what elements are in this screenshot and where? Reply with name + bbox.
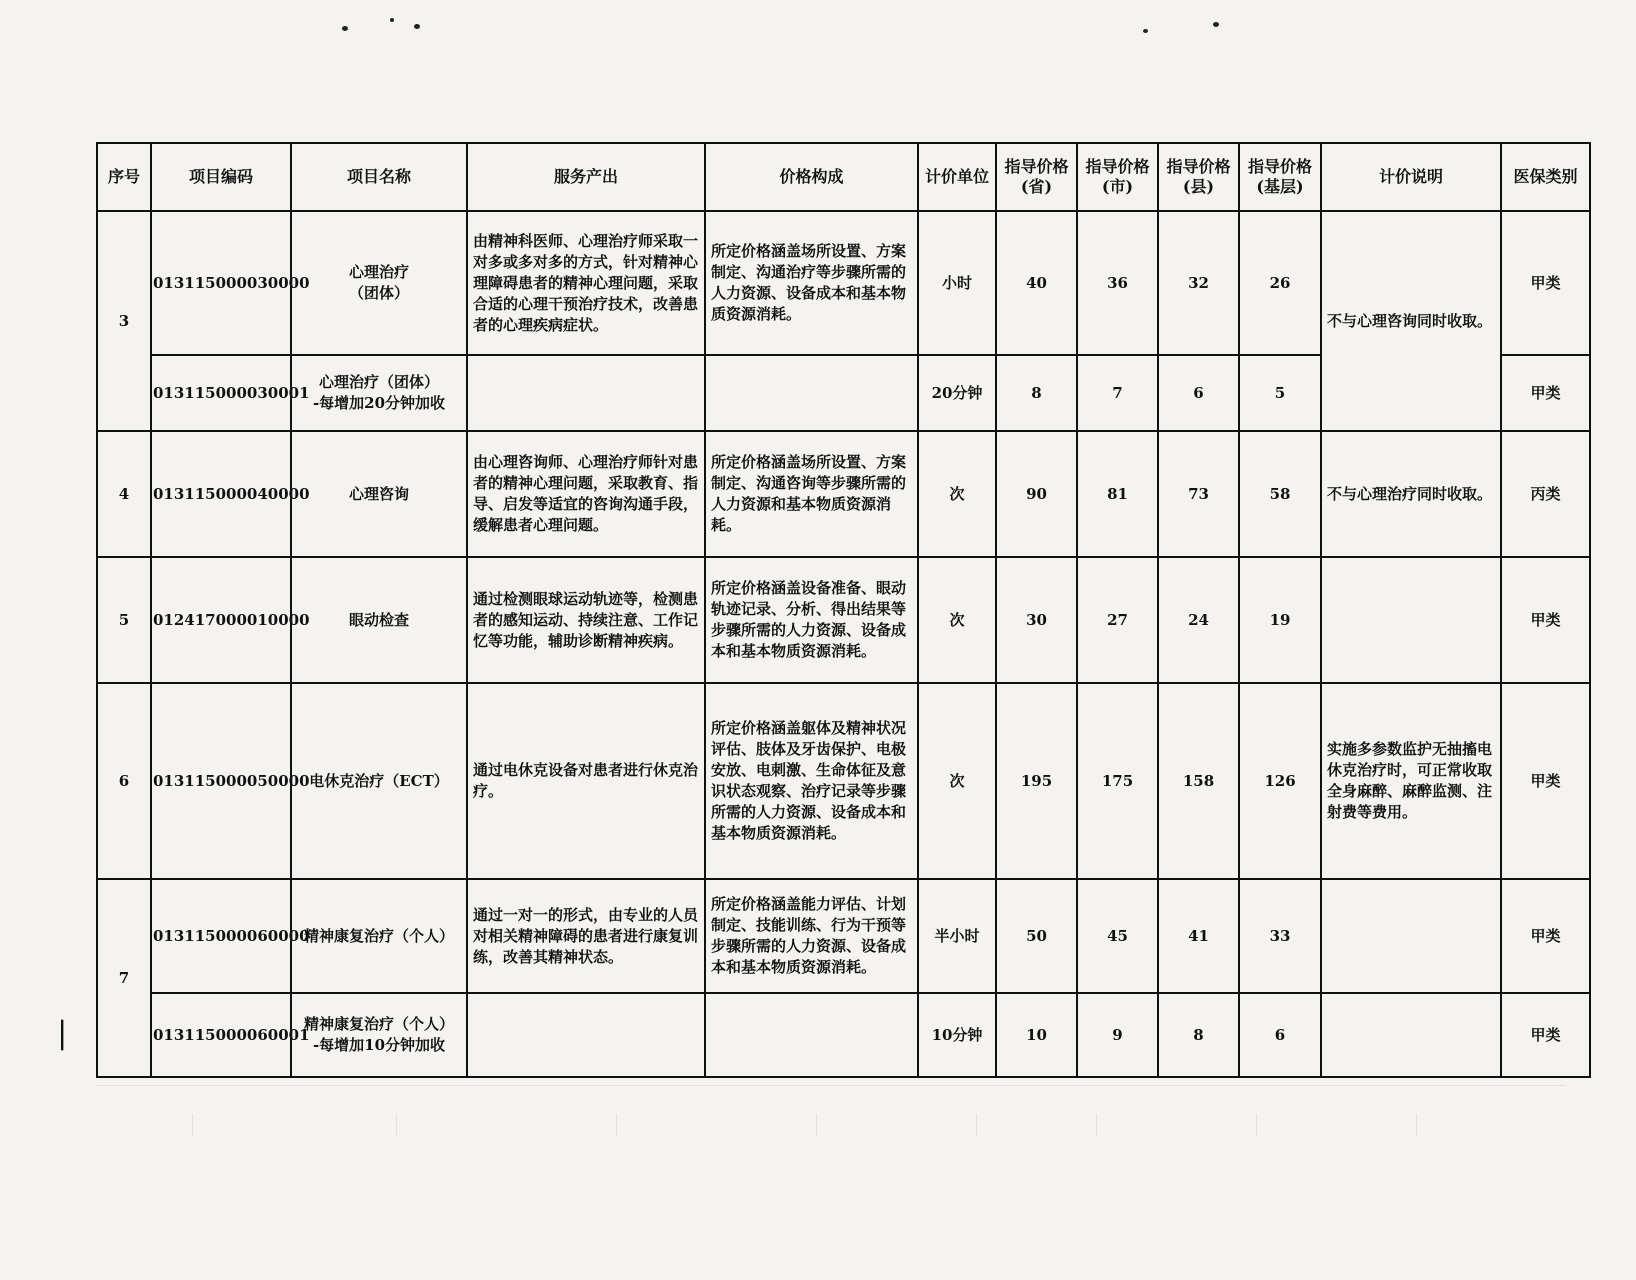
cell-price-grassroots: 126 — [1239, 683, 1321, 879]
cell-seq: 7 — [97, 879, 151, 1077]
table-row — [97, 211, 1590, 355]
cell-insurance: 甲类 — [1501, 211, 1590, 355]
page-number: — — [44, 1018, 84, 1052]
table-row — [97, 683, 1590, 879]
scan-speck — [342, 26, 348, 31]
cell-seq: 5 — [97, 557, 151, 683]
cell-seq: 4 — [97, 431, 151, 557]
header-output: 服务产出 — [467, 143, 705, 211]
table-header-row — [97, 143, 1590, 211]
cell-price-province: 50 — [996, 879, 1077, 993]
cell-price-province: 90 — [996, 431, 1077, 557]
cell-price-city: 36 — [1077, 211, 1158, 355]
table-row — [97, 431, 1590, 557]
cell-insurance: 甲类 — [1501, 683, 1590, 879]
cell-price-city: 175 — [1077, 683, 1158, 879]
cell-price-grassroots: 58 — [1239, 431, 1321, 557]
cell-price-grassroots: 33 — [1239, 879, 1321, 993]
cell-price-city: 27 — [1077, 557, 1158, 683]
bleed-through-lines — [96, 1085, 1566, 1166]
cell-output: 通过检测眼球运动轨迹等，检测患者的感知运动、持续注意、工作记忆等功能，辅助诊断精神疾病。 — [467, 557, 705, 683]
cell-note: 实施多参数监护无抽搐电休克治疗时，可正常收取全身麻醉、麻醉监测、注射费等费用。 — [1321, 683, 1501, 879]
scan-speck — [414, 24, 420, 29]
table-row — [97, 557, 1590, 683]
cell-insurance: 甲类 — [1501, 993, 1590, 1077]
cell-name: 眼动检查 — [291, 557, 467, 683]
cell-price-grassroots: 5 — [1239, 355, 1321, 431]
cell-price-county: 32 — [1158, 211, 1239, 355]
cell-composition — [705, 355, 918, 431]
cell-unit: 次 — [918, 557, 996, 683]
cell-insurance: 甲类 — [1501, 557, 1590, 683]
cell-code: 013115000040000 — [151, 431, 291, 557]
cell-seq: 3 — [97, 211, 151, 431]
cell-insurance: 丙类 — [1501, 431, 1590, 557]
cell-composition: 所定价格涵盖场所设置、方案制定、沟通治疗等步骤所需的人力资源、设备成本和基本物质资源消耗。 — [705, 211, 918, 355]
header-insurance: 医保类别 — [1501, 143, 1590, 211]
cell-price-city: 7 — [1077, 355, 1158, 431]
header-composition: 价格构成 — [705, 143, 918, 211]
cell-price-grassroots: 26 — [1239, 211, 1321, 355]
cell-composition — [705, 993, 918, 1077]
cell-code: 012417000010000 — [151, 557, 291, 683]
cell-price-province: 10 — [996, 993, 1077, 1077]
cell-name: 精神康复治疗（个人） — [291, 879, 467, 993]
cell-name: 心理治疗（团体） -每增加20分钟加收 — [291, 355, 467, 431]
header-unit: 计价单位 — [918, 143, 996, 211]
cell-code: 013115000030000 — [151, 211, 291, 355]
cell-composition: 所定价格涵盖场所设置、方案制定、沟通咨询等步骤所需的人力资源和基本物质资源消耗。 — [705, 431, 918, 557]
cell-price-county: 24 — [1158, 557, 1239, 683]
cell-composition: 所定价格涵盖躯体及精神状况评估、肢体及牙齿保护、电极安放、电刺激、生命体征及意识状态观察、治疗记录等步骤所需的人力资源、设备成本和基本物质资源消耗。 — [705, 683, 918, 879]
cell-name: 心理咨询 — [291, 431, 467, 557]
cell-composition: 所定价格涵盖能力评估、计划制定、技能训练、行为干预等步骤所需的人力资源、设备成本和基本物质资源消耗。 — [705, 879, 918, 993]
cell-price-province: 30 — [996, 557, 1077, 683]
cell-name: 电休克治疗（ECT） — [291, 683, 467, 879]
cell-unit: 次 — [918, 683, 996, 879]
cell-composition: 所定价格涵盖设备准备、眼动轨迹记录、分析、得出结果等步骤所需的人力资源、设备成本和基本物质资源消耗。 — [705, 557, 918, 683]
cell-seq: 6 — [97, 683, 151, 879]
cell-note — [1321, 557, 1501, 683]
header-price-grassroots: 指导价格(基层) — [1239, 143, 1321, 211]
cell-price-county: 8 — [1158, 993, 1239, 1077]
cell-insurance: 甲类 — [1501, 879, 1590, 993]
cell-output — [467, 993, 705, 1077]
cell-output: 由心理咨询师、心理治疗师针对患者的精神心理问题，采取教育、指导、启发等适宜的咨询沟通手段，缓解患者心理问题。 — [467, 431, 705, 557]
header-code: 项目编码 — [151, 143, 291, 211]
table-row — [97, 879, 1590, 993]
cell-price-county: 73 — [1158, 431, 1239, 557]
cell-price-county: 41 — [1158, 879, 1239, 993]
header-price-city: 指导价格(市) — [1077, 143, 1158, 211]
scan-speck — [390, 18, 394, 22]
cell-code: 013115000060000 — [151, 879, 291, 993]
cell-unit: 次 — [918, 431, 996, 557]
cell-code: 013115000030001 — [151, 355, 291, 431]
cell-code: 013115000050000 — [151, 683, 291, 879]
cell-output — [467, 355, 705, 431]
cell-price-province: 40 — [996, 211, 1077, 355]
cell-output: 通过电休克设备对患者进行休克治疗。 — [467, 683, 705, 879]
cell-name: 精神康复治疗（个人） -每增加10分钟加收 — [291, 993, 467, 1077]
header-seq: 序号 — [97, 143, 151, 211]
cell-note: 不与心理咨询同时收取。 — [1321, 211, 1501, 431]
table-row — [97, 993, 1590, 1077]
cell-price-city: 9 — [1077, 993, 1158, 1077]
cell-output: 通过一对一的形式，由专业的人员对相关精神障碍的患者进行康复训练，改善其精神状态。 — [467, 879, 705, 993]
cell-price-grassroots: 19 — [1239, 557, 1321, 683]
cell-price-grassroots: 6 — [1239, 993, 1321, 1077]
header-note: 计价说明 — [1321, 143, 1501, 211]
price-table — [96, 142, 1591, 1078]
cell-price-province: 195 — [996, 683, 1077, 879]
cell-name: 心理治疗 （团体） — [291, 211, 467, 355]
cell-unit: 20分钟 — [918, 355, 996, 431]
cell-unit: 小时 — [918, 211, 996, 355]
cell-price-city: 45 — [1077, 879, 1158, 993]
cell-insurance: 甲类 — [1501, 355, 1590, 431]
scan-speck — [1143, 29, 1148, 33]
cell-price-county: 6 — [1158, 355, 1239, 431]
cell-output: 由精神科医师、心理治疗师采取一对多或多对多的方式，针对精神心理障碍患者的精神心理问题，采取合适的心理干预治疗技术，改善患者的心理疾病症状。 — [467, 211, 705, 355]
header-name: 项目名称 — [291, 143, 467, 211]
cell-unit: 半小时 — [918, 879, 996, 993]
cell-code: 013115000060001 — [151, 993, 291, 1077]
cell-unit: 10分钟 — [918, 993, 996, 1077]
cell-price-city: 81 — [1077, 431, 1158, 557]
cell-note — [1321, 879, 1501, 993]
header-price-province: 指导价格(省) — [996, 143, 1077, 211]
cell-note — [1321, 993, 1501, 1077]
cell-price-county: 158 — [1158, 683, 1239, 879]
cell-note: 不与心理治疗同时收取。 — [1321, 431, 1501, 557]
header-price-county: 指导价格(县) — [1158, 143, 1239, 211]
scan-speck — [1213, 22, 1219, 27]
cell-price-province: 8 — [996, 355, 1077, 431]
